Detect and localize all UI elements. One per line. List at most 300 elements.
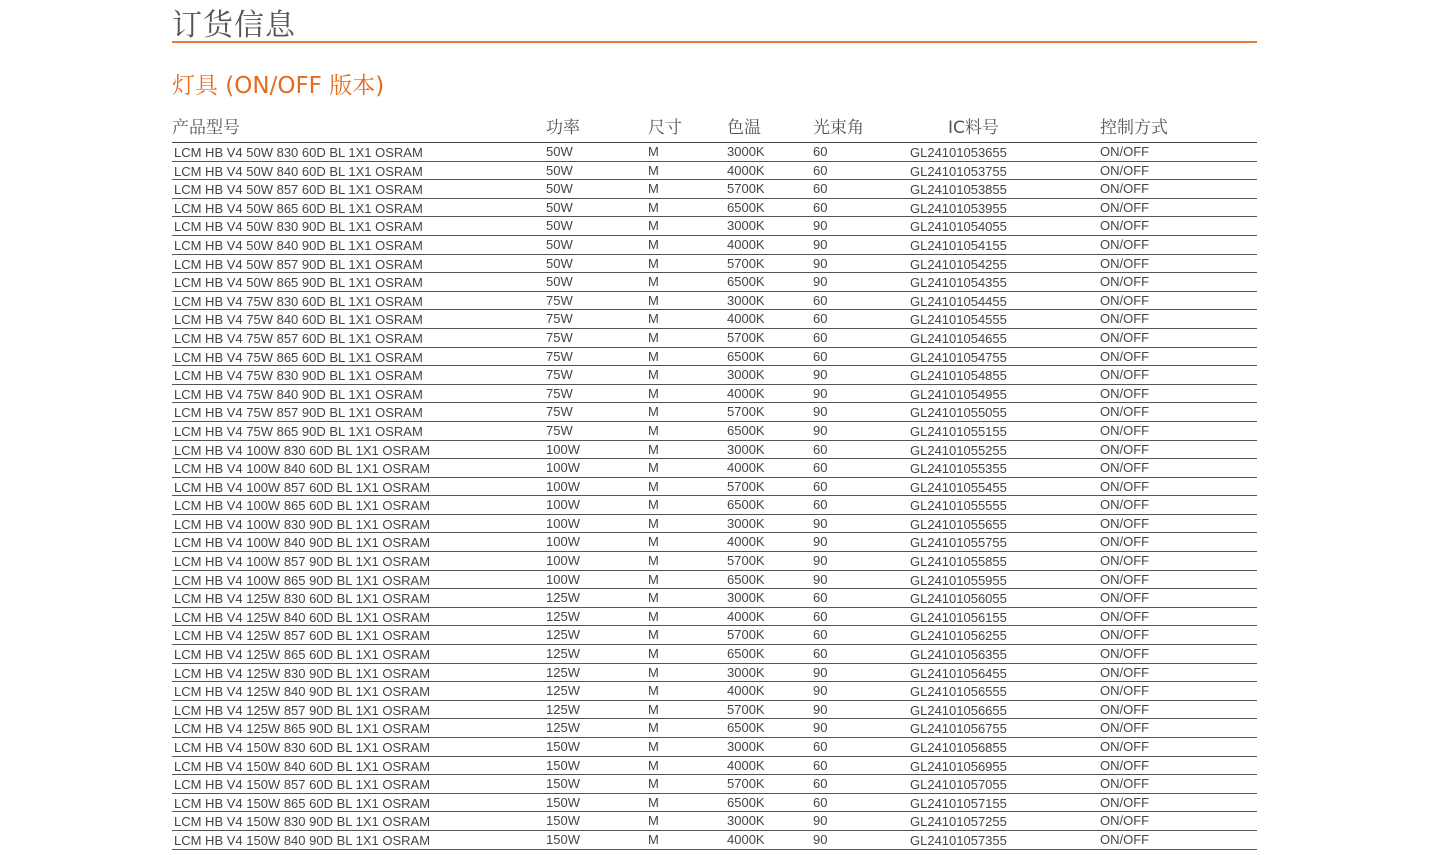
cell-power: 100W (546, 534, 580, 550)
cell-product-model: LCM HB V4 125W 857 90D BL 1X1 OSRAM (174, 702, 431, 718)
cell-size: M (648, 367, 659, 383)
cell-power: 100W (546, 478, 580, 494)
cell-power: 125W (546, 590, 580, 606)
table-row (172, 366, 1257, 385)
table-row (172, 348, 1257, 367)
cell-product-model: LCM HB V4 150W 830 90D BL 1X1 OSRAM (174, 814, 431, 830)
cell-product-model: LCM HB V4 125W 840 60D BL 1X1 OSRAM (174, 609, 431, 625)
cell-control-mode: ON/OFF (1100, 515, 1150, 531)
cell-beam-angle: 90 (813, 367, 828, 383)
table-row (172, 701, 1257, 720)
table-row (172, 459, 1257, 478)
table-row (172, 236, 1257, 255)
cell-size: M (648, 831, 659, 847)
cell-product-model: LCM HB V4 100W 857 90D BL 1X1 OSRAM (174, 554, 431, 570)
cell-product-model: LCM HB V4 75W 840 90D BL 1X1 OSRAM (174, 386, 423, 402)
cell-beam-angle: 60 (813, 757, 828, 773)
cell-control-mode: ON/OFF (1100, 720, 1150, 736)
cell-size: M (648, 181, 659, 197)
cell-power: 75W (546, 422, 573, 438)
table-body (172, 143, 1257, 850)
cell-color-temperature: 4000K (727, 460, 765, 476)
cell-color-temperature: 6500K (727, 497, 765, 513)
cell-beam-angle: 60 (813, 794, 828, 810)
table-row (172, 199, 1257, 218)
table-row (172, 255, 1257, 274)
table-row (172, 664, 1257, 683)
cell-control-mode: ON/OFF (1100, 646, 1150, 662)
cell-control-mode: ON/OFF (1100, 813, 1150, 829)
table-row (172, 515, 1257, 534)
cell-ic-part-number: GL24101054455 (910, 293, 1007, 309)
cell-color-temperature: 3000K (727, 590, 765, 606)
cell-product-model: LCM HB V4 75W 857 90D BL 1X1 OSRAM (174, 405, 423, 421)
cell-color-temperature: 3000K (727, 739, 765, 754)
cell-power: 100W (546, 441, 580, 457)
cell-power: 75W (546, 348, 573, 364)
cell-size: M (648, 683, 659, 699)
cell-beam-angle: 90 (813, 236, 828, 252)
cell-ic-part-number: GL24101055455 (910, 479, 1007, 495)
cell-color-temperature: 3000K (727, 144, 765, 159)
cell-product-model: LCM HB V4 125W 857 60D BL 1X1 OSRAM (174, 628, 431, 644)
cell-color-temperature: 4000K (727, 162, 765, 178)
cell-beam-angle: 60 (813, 144, 828, 159)
cell-color-temperature: 6500K (727, 571, 765, 587)
cell-product-model: LCM HB V4 100W 865 60D BL 1X1 OSRAM (174, 498, 431, 514)
table-row (172, 719, 1257, 738)
cell-color-temperature: 3000K (727, 292, 765, 308)
cell-power: 75W (546, 329, 573, 345)
header-color-temperature: 色温 (727, 118, 761, 138)
table-header (172, 114, 1257, 143)
cell-ic-part-number: GL24101055355 (910, 461, 1007, 477)
cell-product-model: LCM HB V4 50W 830 90D BL 1X1 OSRAM (174, 219, 423, 235)
cell-ic-part-number: GL24101056055 (910, 591, 1007, 607)
cell-control-mode: ON/OFF (1100, 292, 1150, 308)
cell-power: 75W (546, 367, 573, 383)
cell-control-mode: ON/OFF (1100, 776, 1150, 792)
table-row (172, 292, 1257, 311)
cell-beam-angle: 60 (813, 311, 828, 327)
cell-control-mode: ON/OFF (1100, 831, 1150, 847)
cell-control-mode: ON/OFF (1100, 422, 1150, 438)
table-row (172, 589, 1257, 608)
page-title: 订货信息 (172, 8, 296, 43)
cell-beam-angle: 60 (813, 497, 828, 513)
cell-product-model: LCM HB V4 75W 865 60D BL 1X1 OSRAM (174, 349, 423, 365)
cell-power: 150W (546, 813, 580, 829)
cell-color-temperature: 4000K (727, 534, 765, 550)
cell-control-mode: ON/OFF (1100, 534, 1150, 550)
cell-ic-part-number: GL24101054555 (910, 312, 1007, 328)
cell-ic-part-number: GL24101055055 (910, 405, 1007, 421)
cell-ic-part-number: GL24101057255 (910, 814, 1007, 830)
cell-size: M (648, 739, 659, 754)
cell-size: M (648, 813, 659, 829)
cell-control-mode: ON/OFF (1100, 441, 1150, 457)
table-row (172, 608, 1257, 627)
cell-size: M (648, 553, 659, 569)
cell-size: M (648, 627, 659, 643)
cell-product-model: LCM HB V4 150W 840 90D BL 1X1 OSRAM (174, 832, 431, 848)
cell-control-mode: ON/OFF (1100, 553, 1150, 569)
cell-color-temperature: 3000K (727, 218, 765, 234)
cell-product-model: LCM HB V4 100W 830 60D BL 1X1 OSRAM (174, 442, 431, 458)
cell-ic-part-number: GL24101055755 (910, 535, 1007, 551)
cell-color-temperature: 5700K (727, 478, 765, 494)
cell-size: M (648, 608, 659, 624)
cell-power: 100W (546, 571, 580, 587)
cell-product-model: LCM HB V4 150W 865 60D BL 1X1 OSRAM (174, 795, 431, 811)
cell-product-model: LCM HB V4 75W 857 60D BL 1X1 OSRAM (174, 330, 423, 346)
cell-control-mode: ON/OFF (1100, 608, 1150, 624)
cell-power: 50W (546, 162, 573, 178)
cell-beam-angle: 90 (813, 720, 828, 736)
cell-size: M (648, 497, 659, 513)
cell-control-mode: ON/OFF (1100, 274, 1150, 290)
cell-power: 50W (546, 144, 573, 159)
cell-beam-angle: 60 (813, 627, 828, 643)
table-row (172, 441, 1257, 460)
cell-product-model: LCM HB V4 125W 865 60D BL 1X1 OSRAM (174, 647, 431, 663)
cell-size: M (648, 404, 659, 420)
cell-product-model: LCM HB V4 75W 830 90D BL 1X1 OSRAM (174, 368, 423, 384)
cell-ic-part-number: GL24101056655 (910, 702, 1007, 718)
cell-control-mode: ON/OFF (1100, 236, 1150, 252)
cell-product-model: LCM HB V4 50W 840 60D BL 1X1 OSRAM (174, 163, 423, 179)
cell-ic-part-number: GL24101054155 (910, 237, 1007, 253)
cell-ic-part-number: GL24101054955 (910, 386, 1007, 402)
table-row (172, 162, 1257, 181)
table-row (172, 385, 1257, 404)
cell-product-model: LCM HB V4 75W 840 60D BL 1X1 OSRAM (174, 312, 423, 328)
cell-product-model: LCM HB V4 100W 840 90D BL 1X1 OSRAM (174, 535, 431, 551)
table-row (172, 273, 1257, 292)
cell-beam-angle: 60 (813, 739, 828, 754)
cell-product-model: LCM HB V4 125W 840 90D BL 1X1 OSRAM (174, 684, 431, 700)
cell-control-mode: ON/OFF (1100, 218, 1150, 234)
cell-color-temperature: 4000K (727, 385, 765, 401)
cell-product-model: LCM HB V4 150W 830 60D BL 1X1 OSRAM (174, 740, 431, 755)
cell-ic-part-number: GL24101055155 (910, 423, 1007, 439)
cell-control-mode: ON/OFF (1100, 348, 1150, 364)
cell-size: M (648, 460, 659, 476)
cell-power: 150W (546, 794, 580, 810)
cell-power: 75W (546, 292, 573, 308)
cell-size: M (648, 274, 659, 290)
table-row (172, 403, 1257, 422)
cell-beam-angle: 60 (813, 460, 828, 476)
cell-control-mode: ON/OFF (1100, 739, 1150, 754)
table-row (172, 180, 1257, 199)
cell-ic-part-number: GL24101056855 (910, 740, 1007, 755)
cell-color-temperature: 3000K (727, 813, 765, 829)
cell-product-model: LCM HB V4 125W 830 90D BL 1X1 OSRAM (174, 665, 431, 681)
table-row (172, 775, 1257, 794)
cell-ic-part-number: GL24101056355 (910, 647, 1007, 663)
cell-power: 150W (546, 776, 580, 792)
cell-size: M (648, 776, 659, 792)
cell-size: M (648, 571, 659, 587)
cell-size: M (648, 441, 659, 457)
cell-power: 50W (546, 181, 573, 197)
cell-ic-part-number: GL24101056755 (910, 721, 1007, 737)
cell-size: M (648, 255, 659, 271)
cell-ic-part-number: GL24101054855 (910, 368, 1007, 384)
cell-beam-angle: 90 (813, 664, 828, 680)
cell-size: M (648, 236, 659, 252)
table-row (172, 738, 1257, 757)
cell-beam-angle: 60 (813, 162, 828, 178)
cell-color-temperature: 6500K (727, 720, 765, 736)
cell-color-temperature: 4000K (727, 236, 765, 252)
cell-size: M (648, 348, 659, 364)
cell-size: M (648, 292, 659, 308)
cell-power: 75W (546, 311, 573, 327)
cell-beam-angle: 90 (813, 422, 828, 438)
cell-beam-angle: 90 (813, 553, 828, 569)
cell-power: 125W (546, 646, 580, 662)
cell-product-model: LCM HB V4 100W 857 60D BL 1X1 OSRAM (174, 479, 431, 495)
table-row (172, 496, 1257, 515)
cell-power: 100W (546, 515, 580, 531)
cell-product-model: LCM HB V4 50W 830 60D BL 1X1 OSRAM (174, 145, 423, 160)
cell-beam-angle: 90 (813, 831, 828, 847)
cell-ic-part-number: GL24101053955 (910, 200, 1007, 216)
cell-beam-angle: 90 (813, 534, 828, 550)
header-ic-part-number: IC料号 (948, 118, 999, 138)
cell-product-model: LCM HB V4 125W 865 90D BL 1X1 OSRAM (174, 721, 431, 737)
cell-size: M (648, 701, 659, 717)
cell-color-temperature: 5700K (727, 181, 765, 197)
cell-control-mode: ON/OFF (1100, 181, 1150, 197)
cell-control-mode: ON/OFF (1100, 701, 1150, 717)
cell-power: 125W (546, 701, 580, 717)
cell-ic-part-number: GL24101054355 (910, 275, 1007, 291)
cell-beam-angle: 60 (813, 199, 828, 215)
table-row (172, 831, 1257, 850)
cell-power: 50W (546, 274, 573, 290)
cell-beam-angle: 60 (813, 329, 828, 345)
cell-beam-angle: 90 (813, 515, 828, 531)
cell-ic-part-number: GL24101054055 (910, 219, 1007, 235)
cell-color-temperature: 3000K (727, 515, 765, 531)
cell-control-mode: ON/OFF (1100, 404, 1150, 420)
cell-ic-part-number: GL24101054255 (910, 256, 1007, 272)
table-row (172, 757, 1257, 776)
cell-control-mode: ON/OFF (1100, 255, 1150, 271)
cell-color-temperature: 5700K (727, 553, 765, 569)
cell-ic-part-number: GL24101057155 (910, 795, 1007, 811)
cell-beam-angle: 60 (813, 441, 828, 457)
cell-beam-angle: 90 (813, 385, 828, 401)
cell-ic-part-number: GL24101055555 (910, 498, 1007, 514)
cell-control-mode: ON/OFF (1100, 664, 1150, 680)
cell-control-mode: ON/OFF (1100, 367, 1150, 383)
cell-product-model: LCM HB V4 75W 830 60D BL 1X1 OSRAM (174, 293, 423, 309)
cell-power: 125W (546, 608, 580, 624)
cell-control-mode: ON/OFF (1100, 385, 1150, 401)
table-row (172, 571, 1257, 590)
cell-size: M (648, 218, 659, 234)
cell-beam-angle: 90 (813, 255, 828, 271)
cell-size: M (648, 385, 659, 401)
cell-size: M (648, 590, 659, 606)
cell-beam-angle: 90 (813, 404, 828, 420)
cell-control-mode: ON/OFF (1100, 757, 1150, 773)
cell-size: M (648, 478, 659, 494)
cell-color-temperature: 4000K (727, 608, 765, 624)
cell-power: 100W (546, 497, 580, 513)
cell-size: M (648, 646, 659, 662)
cell-power: 50W (546, 218, 573, 234)
table-row (172, 310, 1257, 329)
cell-beam-angle: 60 (813, 348, 828, 364)
table-row (172, 422, 1257, 441)
table-row (172, 143, 1257, 162)
cell-control-mode: ON/OFF (1100, 162, 1150, 178)
cell-ic-part-number: GL24101055255 (910, 442, 1007, 458)
cell-color-temperature: 5700K (727, 404, 765, 420)
cell-control-mode: ON/OFF (1100, 311, 1150, 327)
cell-control-mode: ON/OFF (1100, 199, 1150, 215)
cell-beam-angle: 90 (813, 218, 828, 234)
header-beam-angle: 光束角 (813, 118, 864, 138)
table-row (172, 794, 1257, 813)
cell-color-temperature: 6500K (727, 422, 765, 438)
cell-ic-part-number: GL24101057055 (910, 777, 1007, 793)
cell-color-temperature: 5700K (727, 627, 765, 643)
cell-power: 125W (546, 720, 580, 736)
cell-size: M (648, 757, 659, 773)
table-row (172, 217, 1257, 236)
cell-power: 100W (546, 460, 580, 476)
cell-power: 75W (546, 385, 573, 401)
cell-beam-angle: 60 (813, 646, 828, 662)
ordering-table (172, 114, 1257, 850)
cell-product-model: LCM HB V4 50W 857 90D BL 1X1 OSRAM (174, 256, 423, 272)
cell-power: 100W (546, 553, 580, 569)
table-row (172, 645, 1257, 664)
cell-product-model: LCM HB V4 150W 857 60D BL 1X1 OSRAM (174, 777, 431, 793)
cell-ic-part-number: GL24101056155 (910, 609, 1007, 625)
cell-color-temperature: 4000K (727, 683, 765, 699)
cell-product-model: LCM HB V4 125W 830 60D BL 1X1 OSRAM (174, 591, 431, 607)
cell-size: M (648, 162, 659, 178)
cell-size: M (648, 794, 659, 810)
cell-size: M (648, 422, 659, 438)
table-row (172, 552, 1257, 571)
cell-beam-angle: 60 (813, 478, 828, 494)
cell-beam-angle: 90 (813, 274, 828, 290)
cell-ic-part-number: GL24101057355 (910, 832, 1007, 848)
cell-product-model: LCM HB V4 100W 840 60D BL 1X1 OSRAM (174, 461, 431, 477)
title-divider (172, 41, 1257, 43)
table-row (172, 626, 1257, 645)
cell-ic-part-number: GL24101053755 (910, 163, 1007, 179)
cell-color-temperature: 6500K (727, 199, 765, 215)
cell-beam-angle: 60 (813, 181, 828, 197)
cell-power: 50W (546, 255, 573, 271)
cell-control-mode: ON/OFF (1100, 794, 1150, 810)
document-page (172, 0, 1257, 855)
cell-beam-angle: 60 (813, 590, 828, 606)
cell-beam-angle: 90 (813, 701, 828, 717)
cell-color-temperature: 5700K (727, 329, 765, 345)
cell-ic-part-number: GL24101055655 (910, 516, 1007, 532)
table-row (172, 533, 1257, 552)
cell-power: 150W (546, 757, 580, 773)
cell-product-model: LCM HB V4 100W 865 90D BL 1X1 OSRAM (174, 572, 431, 588)
cell-power: 125W (546, 627, 580, 643)
cell-control-mode: ON/OFF (1100, 329, 1150, 345)
cell-ic-part-number: GL24101056555 (910, 684, 1007, 700)
cell-power: 150W (546, 739, 580, 754)
header-product-model: 产品型号 (172, 118, 240, 138)
cell-power: 75W (546, 404, 573, 420)
cell-beam-angle: 90 (813, 571, 828, 587)
cell-color-temperature: 4000K (727, 311, 765, 327)
cell-size: M (648, 199, 659, 215)
cell-beam-angle: 60 (813, 608, 828, 624)
cell-product-model: LCM HB V4 50W 865 90D BL 1X1 OSRAM (174, 275, 423, 291)
cell-ic-part-number: GL24101055955 (910, 572, 1007, 588)
cell-product-model: LCM HB V4 50W 840 90D BL 1X1 OSRAM (174, 237, 423, 253)
cell-beam-angle: 90 (813, 683, 828, 699)
header-control-mode: 控制方式 (1100, 118, 1168, 138)
cell-ic-part-number: GL24101056455 (910, 665, 1007, 681)
cell-color-temperature: 4000K (727, 831, 765, 847)
cell-control-mode: ON/OFF (1100, 590, 1150, 606)
cell-size: M (648, 720, 659, 736)
table-row (172, 812, 1257, 831)
cell-product-model: LCM HB V4 50W 865 60D BL 1X1 OSRAM (174, 200, 423, 216)
cell-color-temperature: 5700K (727, 776, 765, 792)
table-row (172, 682, 1257, 701)
cell-beam-angle: 60 (813, 776, 828, 792)
section-title: 灯具 (ON/OFF 版本) (172, 73, 385, 99)
cell-ic-part-number: GL24101055855 (910, 554, 1007, 570)
cell-color-temperature: 6500K (727, 348, 765, 364)
table-row (172, 329, 1257, 348)
cell-product-model: LCM HB V4 100W 830 90D BL 1X1 OSRAM (174, 516, 431, 532)
cell-control-mode: ON/OFF (1100, 627, 1150, 643)
cell-control-mode: ON/OFF (1100, 478, 1150, 494)
cell-control-mode: ON/OFF (1100, 460, 1150, 476)
cell-beam-angle: 90 (813, 813, 828, 829)
cell-product-model: LCM HB V4 150W 840 60D BL 1X1 OSRAM (174, 758, 431, 774)
cell-power: 50W (546, 199, 573, 215)
cell-color-temperature: 6500K (727, 274, 765, 290)
cell-control-mode: ON/OFF (1100, 497, 1150, 513)
cell-ic-part-number: GL24101056255 (910, 628, 1007, 644)
cell-color-temperature: 3000K (727, 367, 765, 383)
cell-color-temperature: 3000K (727, 664, 765, 680)
cell-color-temperature: 5700K (727, 701, 765, 717)
cell-size: M (648, 534, 659, 550)
header-power: 功率 (546, 118, 580, 138)
cell-size: M (648, 329, 659, 345)
table-row (172, 478, 1257, 497)
cell-power: 125W (546, 664, 580, 680)
cell-beam-angle: 60 (813, 292, 828, 308)
cell-color-temperature: 4000K (727, 757, 765, 773)
cell-ic-part-number: GL24101053855 (910, 182, 1007, 198)
cell-product-model: LCM HB V4 50W 857 60D BL 1X1 OSRAM (174, 182, 423, 198)
cell-control-mode: ON/OFF (1100, 683, 1150, 699)
header-size: 尺寸 (648, 118, 682, 138)
